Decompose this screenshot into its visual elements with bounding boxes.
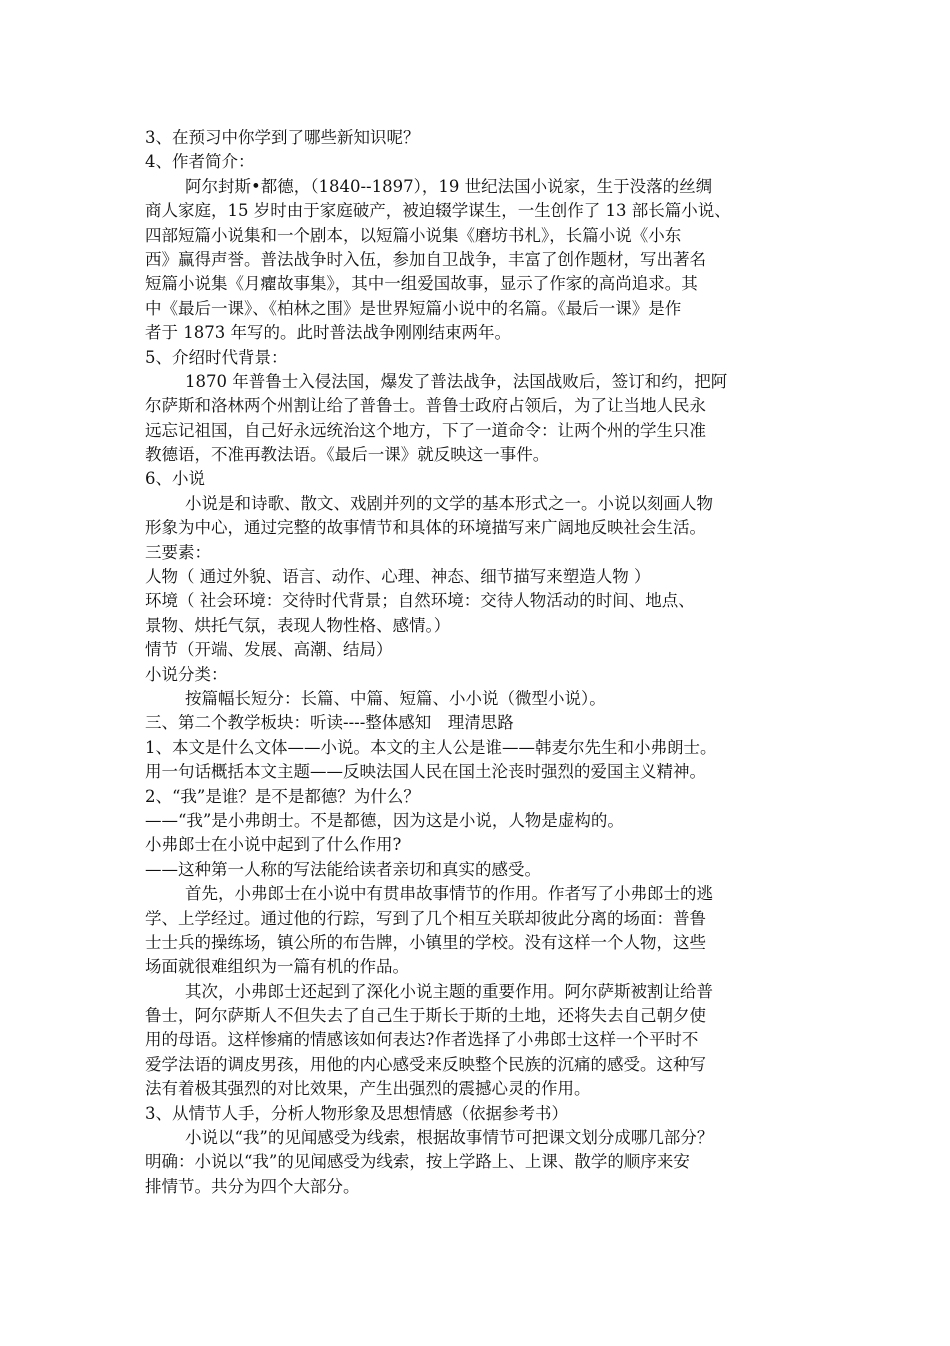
- text-line: ——“我”是小弗朗士。不是都德，因为这是小说，人物是虚构的。: [145, 810, 624, 830]
- text-line: 教德语，不准再教法语。《最后一课》就反映这一事件。: [145, 445, 550, 465]
- text-line: 商人家庭，15 岁时由于家庭破产，被迫辍学谋生，一生创作了 13 部长篇小说、: [145, 201, 731, 221]
- text-line: 景物、烘托气氛，表现人物性格、感情。）: [145, 615, 451, 635]
- text-line: 四部短篇小说集和一个剧本，以短篇小说集《磨坊书札》，长篇小说《小东: [145, 225, 682, 245]
- text-line: 排情节。共分为四个大部分。: [145, 1176, 360, 1196]
- text-line: 人物（ 通过外貌、语言、动作、心理、神态、细节描写来塑造人物 ）: [145, 567, 651, 587]
- text-line: 者于 1873 年写的。此时普法战争刚刚结束两年。: [145, 323, 511, 343]
- text-line: 用一句话概括本文主题——反映法国人民在国土沦丧时强烈的爱国主义精神。: [145, 762, 706, 782]
- text-line: 学、上学经过。通过他的行踪，写到了几个相互关联却彼此分离的场面：普鲁: [145, 908, 706, 928]
- text-line: ——这种第一人称的写法能给读者亲切和真实的感受。: [145, 859, 541, 879]
- text-line: 明确：小说以“我”的见闻感受为线索，按上学路上、上课、散学的顺序来安: [145, 1152, 690, 1172]
- text-line: 三要素：: [145, 542, 211, 562]
- text-line: 爱学法语的调皮男孩，用他的内心感受来反映整个民族的沉痛的感受。这种写: [145, 1054, 706, 1074]
- text-line: 3、从情节人手，分析人物形象及思想情感（依据参考书）: [145, 1103, 568, 1123]
- text-line: 6、小说: [145, 469, 205, 489]
- text-line: 短篇小说集《月癯故事集》，其中一组爱国故事，显示了作家的高尚追求。其: [145, 274, 698, 294]
- text-line: 情节（开端、发展、高潮、结局）: [145, 640, 393, 660]
- text-line: 4、作者简介：: [145, 152, 255, 172]
- document-body: [145, 126, 835, 1199]
- text-line: 用的母语。这样惨痛的情感该如何表达?作者选择了小弗郎士这样一个平时不: [145, 1030, 699, 1050]
- text-line: 5、介绍时代背景：: [145, 347, 288, 367]
- text-line: 场面就很难组织为一篇有机的作品。: [145, 957, 409, 977]
- text-line: 小弗郎士在小说中起到了什么作用?: [145, 835, 402, 855]
- text-line: 环境（ 社会环境：交待时代背景；自然环境：交待人物活动的时间、地点、: [145, 591, 695, 611]
- text-line: 远忘记祖国，自己好永远统治这个地方，下了一道命令：让两个州的学生只准: [145, 420, 706, 440]
- text-line: 小说是和诗歌、散文、戏剧并列的文学的基本形式之一。小说以刻画人物: [185, 493, 713, 513]
- text-line: 形象为中心，通过完整的故事情节和具体的环境描写来广阔地反映社会生活。: [145, 518, 706, 538]
- text-line: 1、本文是什么文体——小说。本文的主人公是谁——韩麦尔先生和小弗朗士。: [145, 737, 717, 757]
- text-line: 阿尔封斯•都德，（1840--1897），19 世纪法国小说家，生于没落的丝绸: [185, 176, 713, 196]
- text-line: 小说以“我”的见闻感受为线索，根据故事情节可把课文划分成哪几部分？: [185, 1128, 714, 1148]
- text-line: 士士兵的操练场，镇公所的布告牌，小镇里的学校。没有这样一个人物，这些: [145, 932, 706, 952]
- text-line: 按篇幅长短分：长篇、中篇、短篇、小小说（微型小说）。: [185, 688, 606, 708]
- text-line: 首先，小弗郎士在小说中有贯串故事情节的作用。作者写了小弗郎士的逃: [185, 884, 713, 904]
- text-line: 1870 年普鲁士入侵法国，爆发了普法战争，法国战败后，签订和约，把阿: [185, 371, 728, 391]
- text-line: 三、第二个教学板块：听读----整体感知 理清思路: [145, 713, 514, 733]
- text-line: 2、“我”是谁？是不是都德？为什么？: [145, 786, 420, 806]
- text-line: 鲁士，阿尔萨斯人不但失去了自己生于斯长于斯的土地，还将失去自己朝夕使: [145, 1006, 706, 1026]
- text-line: 尔萨斯和洛林两个州割让给了普鲁士。普鲁士政府占领后，为了让当地人民永: [145, 396, 706, 416]
- text-line: 小说分类：: [145, 664, 228, 684]
- text-line: 其次，小弗郎士还起到了深化小说主题的重要作用。阿尔萨斯被割让给普: [185, 981, 713, 1001]
- text-line: 中《最后一课》、《柏林之围》是世界短篇小说中的名篇。《最后一课》是作: [145, 298, 682, 318]
- text-line: 法有着极其强烈的对比效果，产生出强烈的震撼心灵的作用。: [145, 1079, 591, 1099]
- text-line: 西》赢得声誉。普法战争时入伍，参加自卫战争，丰富了创作题材，写出著名: [145, 249, 706, 269]
- text-line: 3、在预习中你学到了哪些新知识呢？: [145, 128, 420, 147]
